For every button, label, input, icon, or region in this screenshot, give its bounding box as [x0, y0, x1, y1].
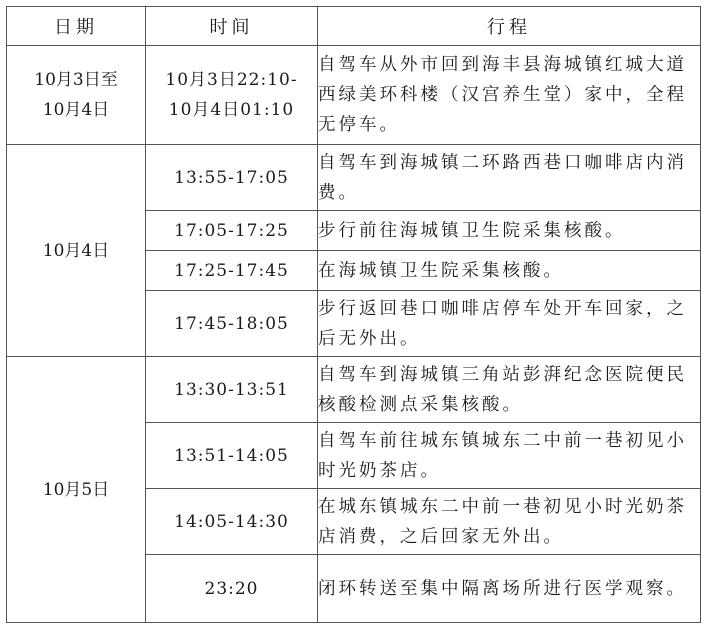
time-cell: 23:20 — [146, 555, 318, 623]
itinerary-cell: 步行返回巷口咖啡店停车处开车回家，之后无外出。 — [318, 291, 701, 357]
date-cell: 10月4日 — [7, 145, 146, 357]
date-cell: 10月5日 — [7, 357, 146, 623]
header-row — [7, 7, 701, 46]
table-row — [7, 46, 701, 145]
time-cell: 17:05-17:25 — [146, 211, 318, 251]
itinerary-cell: 自驾车前往城东镇城东二中前一巷初见小时光奶茶店。 — [318, 423, 701, 489]
header-itinerary: 行程 — [318, 7, 701, 46]
date-cell: 10月3日至10月4日 — [7, 46, 146, 145]
time-cell: 13:55-17:05 — [146, 145, 318, 211]
table-row — [7, 145, 701, 211]
itinerary-cell: 自驾车到海城镇三角站彭湃纪念医院便民核酸检测点采集核酸。 — [318, 357, 701, 423]
time-cell: 14:05-14:30 — [146, 489, 318, 555]
time-cell: 17:25-17:45 — [146, 251, 318, 291]
itinerary-cell: 步行前往海城镇卫生院采集核酸。 — [318, 211, 701, 251]
itinerary-cell: 在城东镇城东二中前一巷初见小时光奶茶店消费，之后回家无外出。 — [318, 489, 701, 555]
time-cell: 13:51-14:05 — [146, 423, 318, 489]
itinerary-cell: 自驾车到海城镇二环路西巷口咖啡店内消费。 — [318, 145, 701, 211]
header-date: 日期 — [7, 7, 146, 46]
table-row — [7, 357, 701, 423]
time-cell: 13:30-13:51 — [146, 357, 318, 423]
header-time: 时间 — [146, 7, 318, 46]
itinerary-cell: 在海城镇卫生院采集核酸。 — [318, 251, 701, 291]
itinerary-table — [6, 6, 701, 623]
itinerary-cell: 闭环转送至集中隔离场所进行医学观察。 — [318, 555, 701, 623]
itinerary-cell: 自驾车从外市回到海丰县海城镇红城大道西绿美环科楼（汉宫养生堂）家中，全程无停车。 — [318, 46, 701, 145]
time-cell: 10月3日22:10-10月4日01:10 — [146, 46, 318, 145]
time-cell: 17:45-18:05 — [146, 291, 318, 357]
